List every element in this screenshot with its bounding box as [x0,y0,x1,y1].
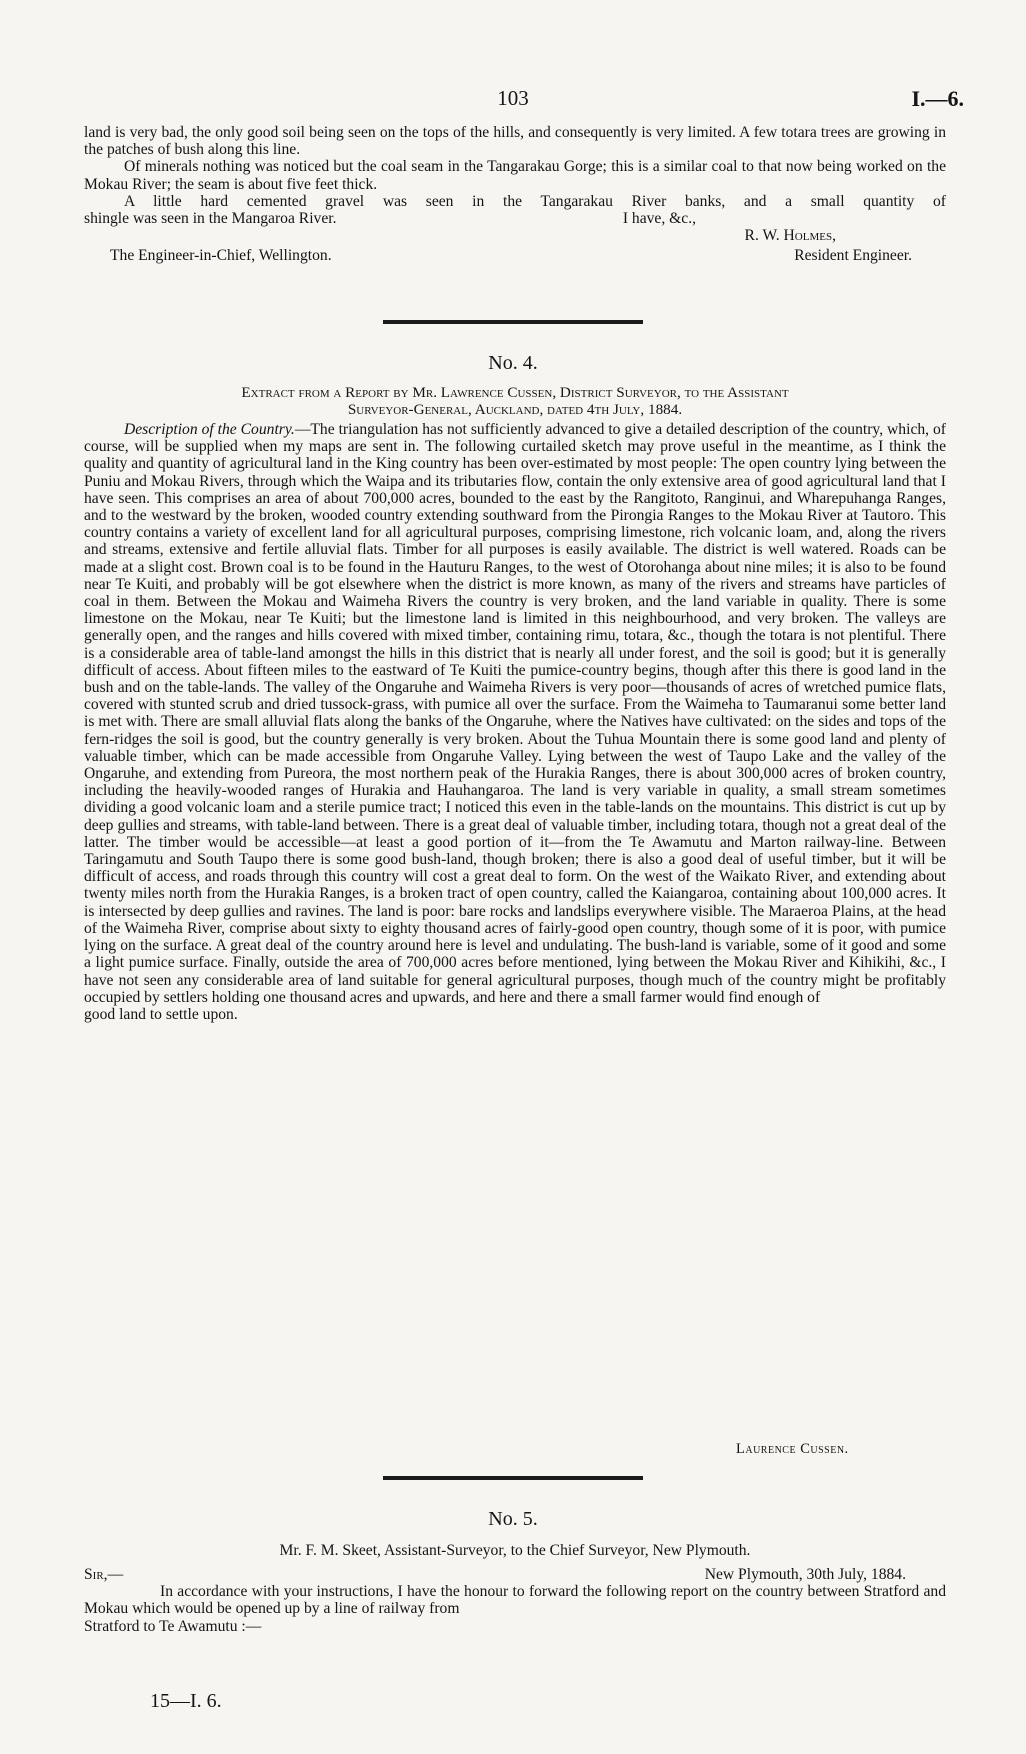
place-date: New Plymouth, 30th July, 1884. [704,1566,906,1583]
closing-line [84,210,946,227]
signer-name: R. W. Holmes, [744,227,836,245]
section-subtitle-line1: Extract from a Report by Mr. Lawrence Cussen, District Surveyor, to the Assistant [241,384,789,401]
paragraph-tail: good land to settle upon. [84,1005,238,1023]
signature-mark: 15—I. 6. [150,1690,222,1712]
addressee: The Engineer-in-Chief, Wellington. [110,247,332,265]
page-number: 103 [497,86,529,110]
salutation-line [84,1566,946,1583]
section-divider [383,1476,643,1480]
section-heading-no4: No. 4. [488,352,538,374]
section-subtitle [84,1542,946,1559]
paragraph-body: —The triangulation has not sufficiently advanced to give a detailed description of the country, which, of course, will be supplied when my maps are sent in. The following curtailed sketch may prove useful in the meantime, as I think the quality and quantity of agricultural land in the King country has been over-estimated by most people: The open country lying between the Puniu and Mokau Rivers, through which the Waipa and its tributaries flow, contain the only extensive area of good agricultural land that I have seen. This comprises an area of about 700,000 acres, bounded to the east by the Rangitoto, Ranginui, and Wharepuhanga Ranges, and to the westward by the broken, wooded country extending southward from the Pirongia Ranges to the Mokau River at Tautoro. This country contains a variety of excellent land for all agricultural purposes, comprising limestone, rich volcanic loam, and, along the rivers and streams, extensive and fertile alluvial flats. Timber for all purposes is easily available. The district is well watered. Roads can be made at a slight cost. Brown coal is to be found in the Hauturu Ranges, to the west of Otorohanga about nine miles; it is also to be found near Te Kuiti, and probably will be got elsewhere when the district is more known, as many of the rivers and streams have particles of coal in them. Between the Mokau and Waimeha Rivers the country is very broken, and the land variable in quality. There is some limestone on the Mokau, near Te Kuiti; but the limestone land is limited in this neighbourhood, and very broken. The valleys are generally open, and the ranges and hills covered with mixed timber, containing rimu, totara, &c., though the totara is not plentiful. There is a considerable area of table-land amongst the hills in this district that is nearly all under forest, and the soil is good; but it is generally difficult of access. About fifteen miles to the eastward of Te Kuiti the pumice-country begins, though after this there is good land in the bush and on the table-lands. The valley of the Ongaruhe and Waimeha Rivers is very poor—thousands of acres of wretched pumice flats, covered with stunted scrub and dried tussock-grass, with pumice all over the surface. From the Waimeha to Taumaranui some better land is met with. There are small alluvial flats along the banks of the Ongaruhe, where the Natives have cultivated: on the sides and tops of the fern-ridges the soil is good, but the country generally is very broken. About the Tuhua Mountain there is some good land and plenty of valuable timber, which can be made accessible from Ongaruhe Valley. Lying between the west of Taupo Lake and the valley of the Ongaruhe, and extending from Pureora, the most northern peak of the Hurakia Ranges, there is about 300,000 acres of broken country, including the heavily-wooded ranges of Hurakia and Hauhangaroa. The land is very variable in quality, a small stream sometimes dividing a good volcanic loam and a sterile pumice tract; I noticed this even in the table-lands on the mountains. This district is cut up by deep gullies and streams, with table-land between. There is a great deal of valuable timber, including totara, though not a great deal of the latter. The timber would be accessible—at least a good portion of it—from the Te Awamutu and Marton railway-line. Between Taringamutu and South Taupo there is some good bush-land, though broken; there is also a good deal of useful timber, but it will be difficult of access, and roads through this country will cost a great deal to form. On the west of the Waikato River, and extending about twenty miles north from the Hurakia Ranges, is a broken tract of open country, called the Kaiangaroa, containing about 100,000 acres. It is intersected by deep gullies and ravines. The land is poor: bare rocks and landslips everywhere visible. The Maraeroa Plains, at the head of the Waimeha River, comprise about sixty to eighty thousand acres of fairly-good open country, though some of it is poor, with pumice lying on the surface. A great deal of the country around here is level and undulating. The bush-land is variable, some of it good and some a light pumice surface. Finally, outside the area of 700,000 acres before mentioned, lying between the Mokau River and Kihikihi, &c., I have not seen any considerable area of land suitable for general agricultural purposes, though much of the country might be profitably occupied by settlers holding one thousand acres and upwards, and here and there a small farmer would find enough of [84,421,946,1006]
paragraph-tail: shingle was seen in the Mangaroa River. [84,210,337,228]
page-header [0,86,1026,112]
paragraph: In accordance with your instructions, I have the honour to forward the following report on the country between Stratford and Mokau which would be opened up by a line of railway from [84,1583,946,1618]
section-heading-no5: No. 5. [488,1508,538,1530]
section-skeet-report [84,1566,946,1635]
paragraph: Of minerals nothing was noticed but the coal seam in the Tangarakau Gorge; this is a similar coal to that now being worked on the Mokau River; the seam is about five feet thick. [84,158,946,193]
paragraph: A little hard cemented gravel was seen in the Tangarakau River banks, and a small quantity of [124,192,946,210]
addressee-line [84,247,946,264]
paragraph: land is very bad, the only good soil being seen on the tops of the hills, and consequently is very limited. A few totara trees are growing in the patches of bush along this line. [84,124,946,159]
section-holmes-report [84,124,946,265]
signer-title: Resident Engineer. [794,247,912,265]
section-subtitle-line2: Surveyor-General, Auckland, dated 4th July, 1884. [347,401,683,418]
section-divider [383,320,643,324]
section-cussen-report [84,421,946,1023]
subtitle-text: Mr. F. M. Skeet, Assistant-Surveyor, to the Chief Surveyor, New Plymouth. [279,1542,751,1559]
salutation: Sir,— [84,1566,124,1583]
report-signature: Laurence Cussen. [736,1441,849,1457]
lead-italic: Description of the Country. [124,421,295,438]
signer-name-line [84,227,946,244]
document-reference: I.—6. [911,86,964,111]
paragraph-tail: Stratford to Te Awamutu :— [84,1617,262,1635]
closing-phrase: I have, &c., [622,210,696,228]
paragraph [84,421,946,1006]
